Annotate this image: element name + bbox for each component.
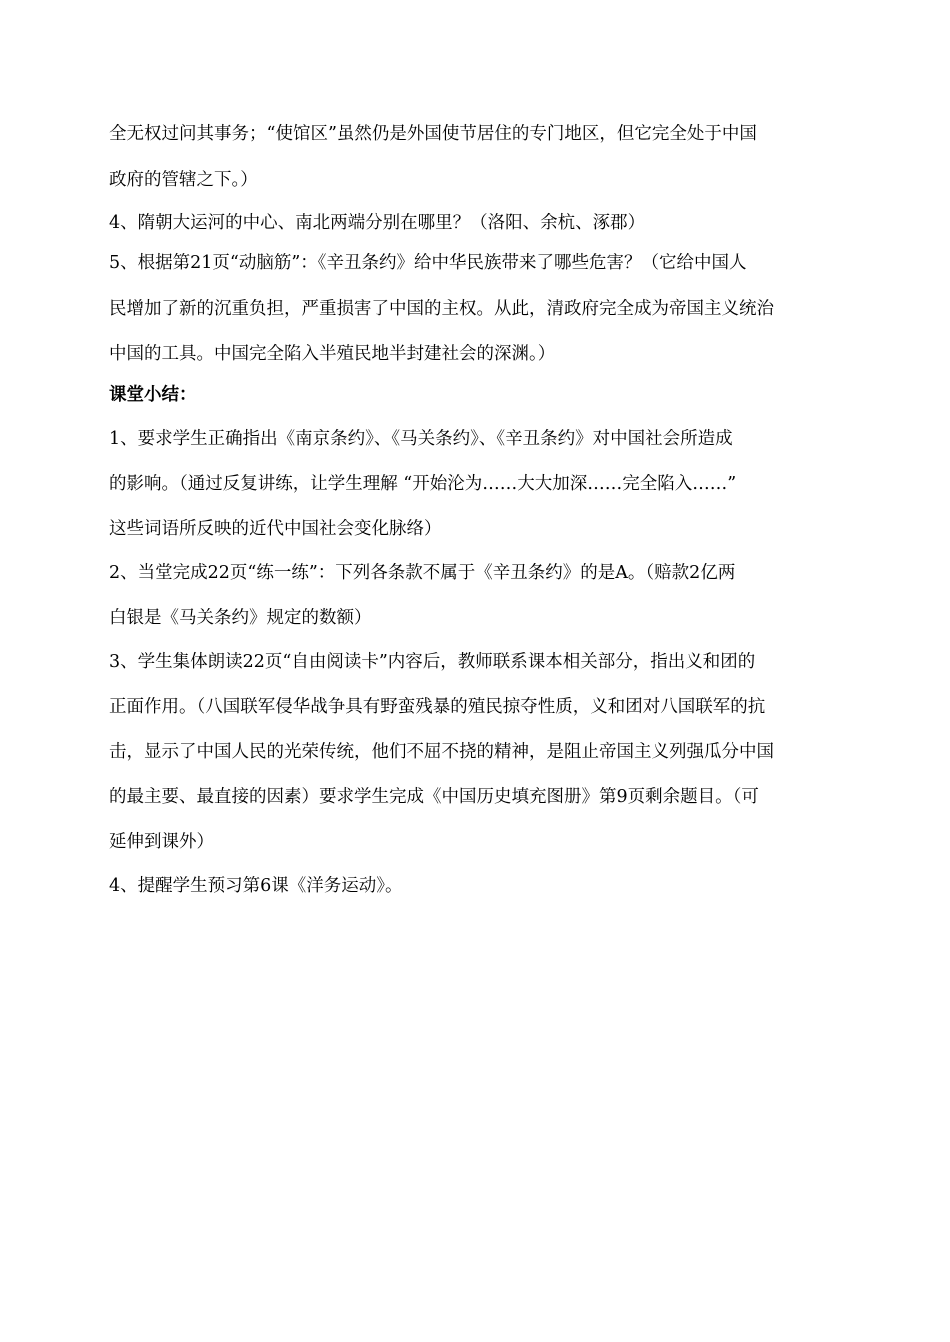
text-line-5: 民增加了新的沉重负担，严重损害了中国的主权。从此，清政府完全成为帝国主义统治 xyxy=(109,299,774,319)
text-line-7: 1、要求学生正确指出《南京条约》、《马关条约》、《辛丑条约》对中国社会所造成 xyxy=(109,429,733,449)
text-line-15: 的最主要、最直接的因素）要求学生完成《中国历史填充图册》第9页剩余题目。（可 xyxy=(109,787,759,807)
text-line-8: 的影响。（通过反复讲练，让学生理解 “开始沦为……大大加深……完全陷入……” xyxy=(109,474,737,494)
text-line-17: 4、提醒学生预习第6课《洋务运动》。 xyxy=(109,876,403,896)
text-line-16: 延伸到课外） xyxy=(109,832,214,852)
text-line-12: 3、学生集体朗读22页“自由阅读卡”内容后，教师联系课本相关部分，指出义和团的 xyxy=(109,652,756,672)
text-line-9: 这些词语所反映的近代中国社会变化脉络） xyxy=(109,519,442,539)
text-line-3: 4、隋朝大运河的中心、南北两端分别在哪里？（洛阳、余杭、涿郡） xyxy=(109,213,646,233)
text-line-2: 政府的管辖之下。） xyxy=(109,170,258,190)
section-heading: 课堂小结： xyxy=(109,385,197,405)
text-line-1: 全无权过问其事务；“使馆区”虽然仍是外国使节居住的专门地区，但它完全处于中国 xyxy=(109,124,757,144)
text-line-14: 击，显示了中国人民的光荣传统，他们不屈不挠的精神，是阻止帝国主义列强瓜分中国 xyxy=(109,742,774,762)
text-line-10: 2、当堂完成22页“练一练”：下列各条款不属于《辛丑条约》的是A。（赔款2亿两 xyxy=(109,563,736,583)
text-line-6: 中国的工具。中国完全陷入半殖民地半封建社会的深渊。） xyxy=(109,344,556,364)
text-line-11: 白银是《马关条约》规定的数额） xyxy=(109,608,372,628)
text-line-4: 5、根据第21页“动脑筋”：《辛丑条约》给中华民族带来了哪些危害？（它给中国人 xyxy=(109,253,747,273)
text-line-13: 正面作用。（八国联军侵华战争具有野蛮残暴的殖民掠夺性质，义和团对八国联军的抗 xyxy=(109,697,766,717)
